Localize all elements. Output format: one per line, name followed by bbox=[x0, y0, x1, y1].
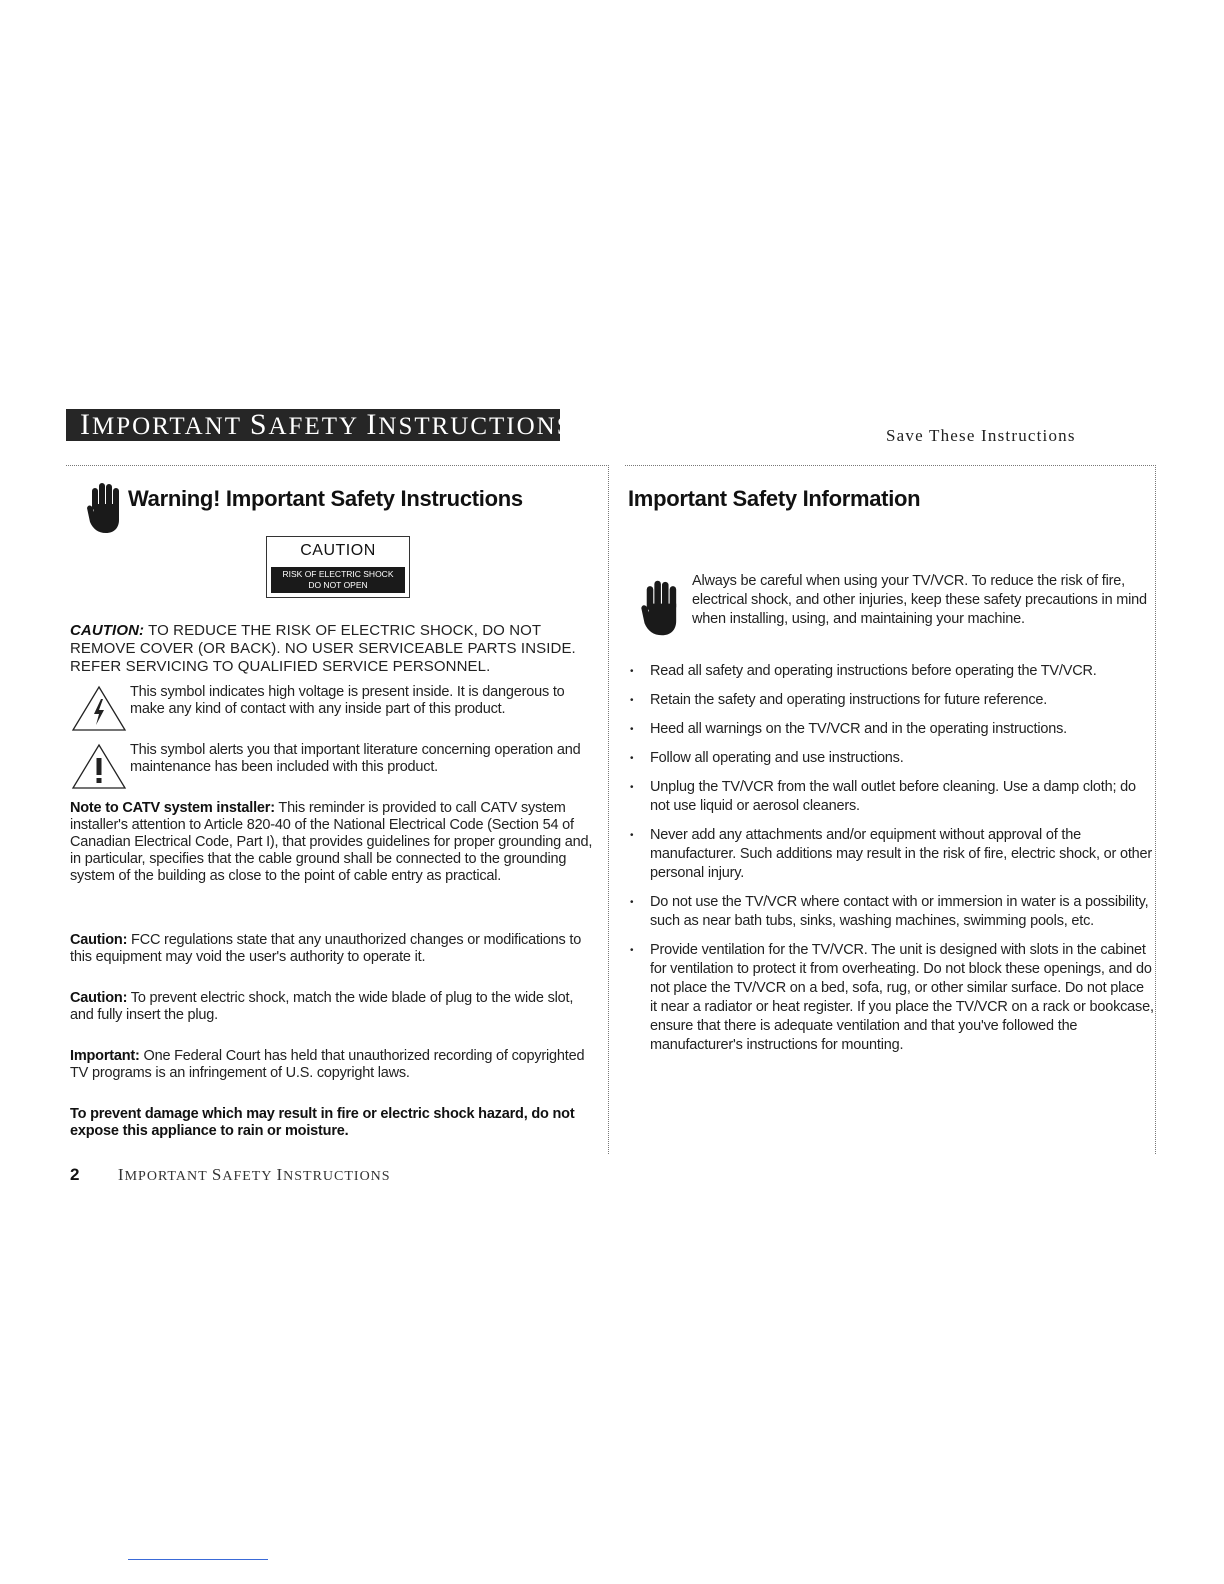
page-number: 2 bbox=[70, 1165, 80, 1184]
rain-moisture-warning: To prevent damage which may result in fire or electric shock hazard, do not expose this appliance to rain or moisture. bbox=[70, 1106, 575, 1139]
list-item: • Follow all operating and use instructions. bbox=[628, 749, 1154, 768]
plug-caution: Caution: To prevent electric shock, match the wide blade of plug to the wide slot, and fully insert the plug. bbox=[70, 990, 574, 1023]
catv-note: Note to CATV system installer: This reminder is provided to call CATV system installer's attention to Article 820-40 of the National Electrical Code (Section 54 of Canadian Electrical Code, Part I), that provides guidelines for proper grounding and, in particular, specifies that the cable ground shall be connected to the grounding system of the building as close to the point of cable entry as practical. bbox=[70, 800, 593, 884]
safety-rules-list bbox=[628, 662, 1154, 1065]
voltage-symbol-text: This symbol indicates high voltage is present inside. It is dangerous to make any kind of contact with any inside part of this product. bbox=[130, 684, 565, 717]
section-banner: IMPORTANT SAFETY INSTRUCTIONS bbox=[66, 409, 560, 441]
list-item: • Read all safety and operating instructions before operating the TV/VCR. bbox=[628, 662, 1154, 681]
caution-label-box bbox=[266, 536, 410, 598]
exclamation-triangle-icon bbox=[70, 742, 128, 792]
footer-section-title: IMPORTANT SAFETY INSTRUCTIONS bbox=[117, 1165, 391, 1184]
list-item: • Unplug the TV/VCR from the wall outlet before cleaning. Use a damp cloth; do not use liquid or aerosol cleaners. bbox=[628, 778, 1154, 816]
literature-symbol-text: This symbol alerts you that important literature concerning operation and maintenance has been included with this product. bbox=[130, 742, 581, 775]
tagline: Save These Instructions bbox=[886, 426, 1076, 445]
stop-hand-icon bbox=[84, 482, 128, 534]
safety-intro: Always be careful when using your TV/VCR. To reduce the risk of fire, electrical shock, and other injuries, keep these safety precautions in mind when installing, using, and maintaining your machine. bbox=[692, 573, 1147, 627]
lightning-triangle-icon bbox=[70, 684, 128, 734]
list-item: • Retain the safety and operating instructions for future reference. bbox=[628, 691, 1154, 710]
list-item: • Do not use the TV/VCR where contact with or immersion in water is a possibility, such as near bath tubs, sinks, washing machines, swimming pools, etc. bbox=[628, 893, 1154, 931]
caution-box-title: CAUTION bbox=[300, 542, 376, 559]
caution-box-warning: RISK OF ELECTRIC SHOCK DO NOT OPEN bbox=[271, 567, 405, 593]
footnote-rule bbox=[128, 1559, 268, 1560]
copyright-note: Important: One Federal Court has held that unauthorized recording of copyrighted TV programs is an infringement of U.S. copyright laws. bbox=[70, 1048, 585, 1081]
list-item: • Provide ventilation for the TV/VCR. The unit is designed with slots in the cabinet for ventilation to protect it from overheating. Do not block these openings, and do not place the TV/VCR on a bed, sofa, rug, or other similar surface. Do not place it near a radiator or heat register. If you place the TV/VCR on a rack or bookcase, ensure that there is adequate ventilation and that you've followed the manufacturer's instructions for mounting. bbox=[628, 941, 1154, 1055]
stop-hand-icon bbox=[638, 578, 686, 638]
list-item: • Never add any attachments and/or equipment without approval of the manufacturer. Such additions may result in the risk of fire, electric shock, or other personal injury. bbox=[628, 826, 1154, 883]
list-item: • Heed all warnings on the TV/VCR and in the operating instructions. bbox=[628, 720, 1154, 739]
page-footer bbox=[70, 1165, 391, 1185]
safety-info-heading: Important Safety Information bbox=[628, 486, 921, 511]
warning-heading: Warning! Important Safety Instructions bbox=[128, 486, 523, 511]
fcc-caution: Caution: FCC regulations state that any unauthorized changes or modifications to this equipment may void the user's authority to operate it. bbox=[70, 932, 582, 965]
caution-paragraph: CAUTION: TO REDUCE THE RISK OF ELECTRIC SHOCK, DO NOT REMOVE COVER (OR BACK). NO USER SERVICEABLE PARTS INSIDE. REFER SERVICING TO QUALIFIED SERVICE PERSONNEL. bbox=[70, 622, 576, 675]
